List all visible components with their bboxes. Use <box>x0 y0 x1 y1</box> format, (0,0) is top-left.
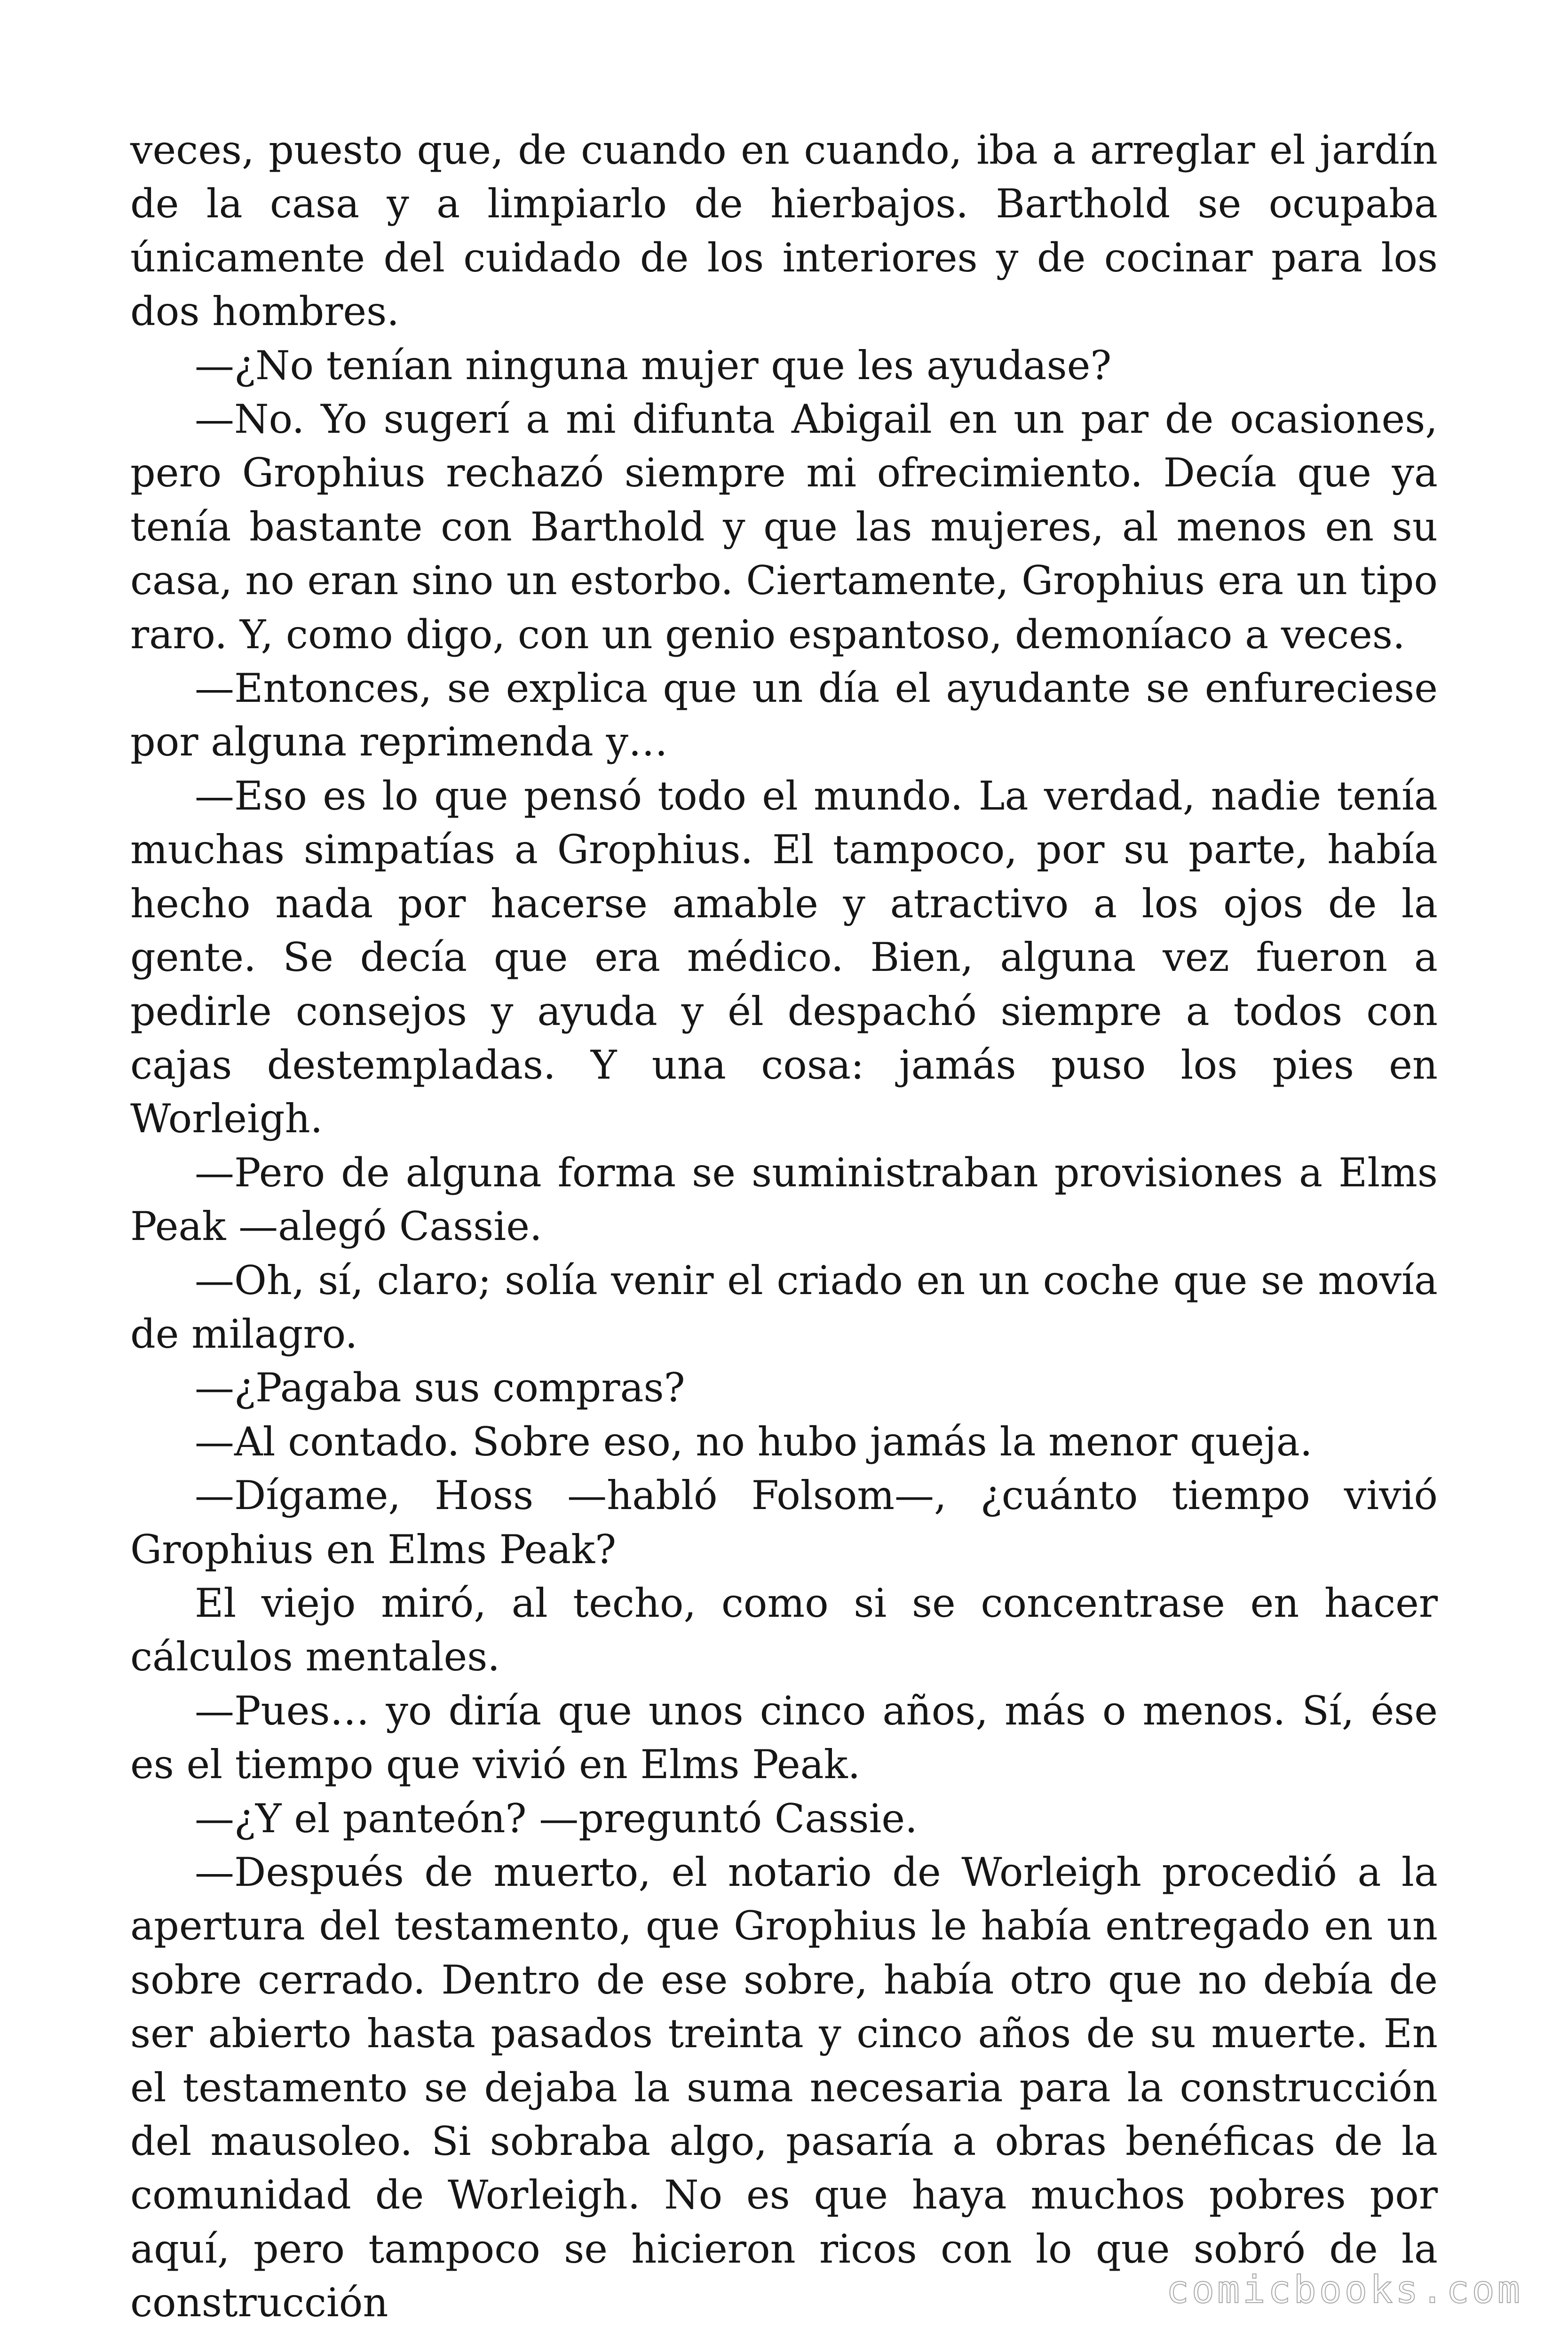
paragraph: —Entonces, se explica que un día el ayudante se enfureciese por alguna reprimenda y… <box>130 665 1438 765</box>
paragraph: —Después de muerto, el notario de Worleigh procedió a la apertura del testamento, que Grophius le había entregado en un sobre cerrado. Dentro de ese sobre, había otro que no debía de ser abierto hasta pasados treinta y cinco años de su muerte. En el testamento se dejaba la suma necesaria para la construcción del mausoleo. Si sobraba algo, pasaría a obras benéficas de la comunidad de Worleigh. No es que haya muchos pobres por aquí, pero tampoco se hicieron ricos con lo que sobró de la construcción <box>130 1849 1438 2326</box>
paragraph: —Al contado. Sobre eso, no hubo jamás la menor queja. <box>195 1418 1313 1465</box>
paragraph: —¿Pagaba sus compras? <box>195 1365 685 1411</box>
paragraph: —¿Y el panteón? —preguntó Cassie. <box>195 1795 918 1842</box>
paragraph: —Oh, sí, claro; solía venir el criado en un coche que se movía de milagro. <box>130 1257 1438 1357</box>
book-page-text <box>130 123 1438 2330</box>
paragraph: —Pero de alguna forma se suministraban provisiones a Elms Peak —alegó Cassie. <box>130 1149 1438 1250</box>
paragraph: veces, puesto que, de cuando en cuando, iba a arreglar el jardín de la casa y a limpiarlo de hierbajos. Barthold se ocupaba únicamente del cuidado de los interiores y de cocinar para los dos hombres. <box>130 127 1438 335</box>
paragraph: —Eso es lo que pensó todo el mundo. La verdad, nadie tenía muchas simpatías a Grophius. El tampoco, por su parte, había hecho nada por hacerse amable y atractivo a los ojos de la gente. Se decía que era médico. Bien, alguna vez fueron a pedirle consejos y ayuda y él despachó siempre a todos con cajas destempladas. Y una cosa: jamás puso los pies en Worleigh. <box>130 772 1438 1142</box>
paragraph: —Dígame, Hoss —habló Folsom—, ¿cuánto tiempo vivió Grophius en Elms Peak? <box>130 1472 1438 1573</box>
paragraph: El viejo miró, al techo, como si se concentrase en hacer cálculos mentales. <box>130 1580 1438 1680</box>
paragraph: —¿No tenían ninguna mujer que les ayudase? <box>195 342 1112 389</box>
watermark-logo: comicbooks.com <box>1166 2268 1523 2312</box>
paragraph: —Pues… yo diría que unos cinco años, más o menos. Sí, ése es el tiempo que vivió en Elms Peak. <box>130 1687 1438 1788</box>
paragraph: —No. Yo sugerí a mi difunta Abigail en un par de ocasiones, pero Grophius rechazó siempre mi ofrecimiento. Decía que ya tenía bastante con Barthold y que las mujeres, al menos en su casa, no eran sino un estorbo. Ciertamente, Grophius era un tipo raro. Y, como digo, con un genio espantoso, demoníaco a veces. <box>130 396 1438 658</box>
